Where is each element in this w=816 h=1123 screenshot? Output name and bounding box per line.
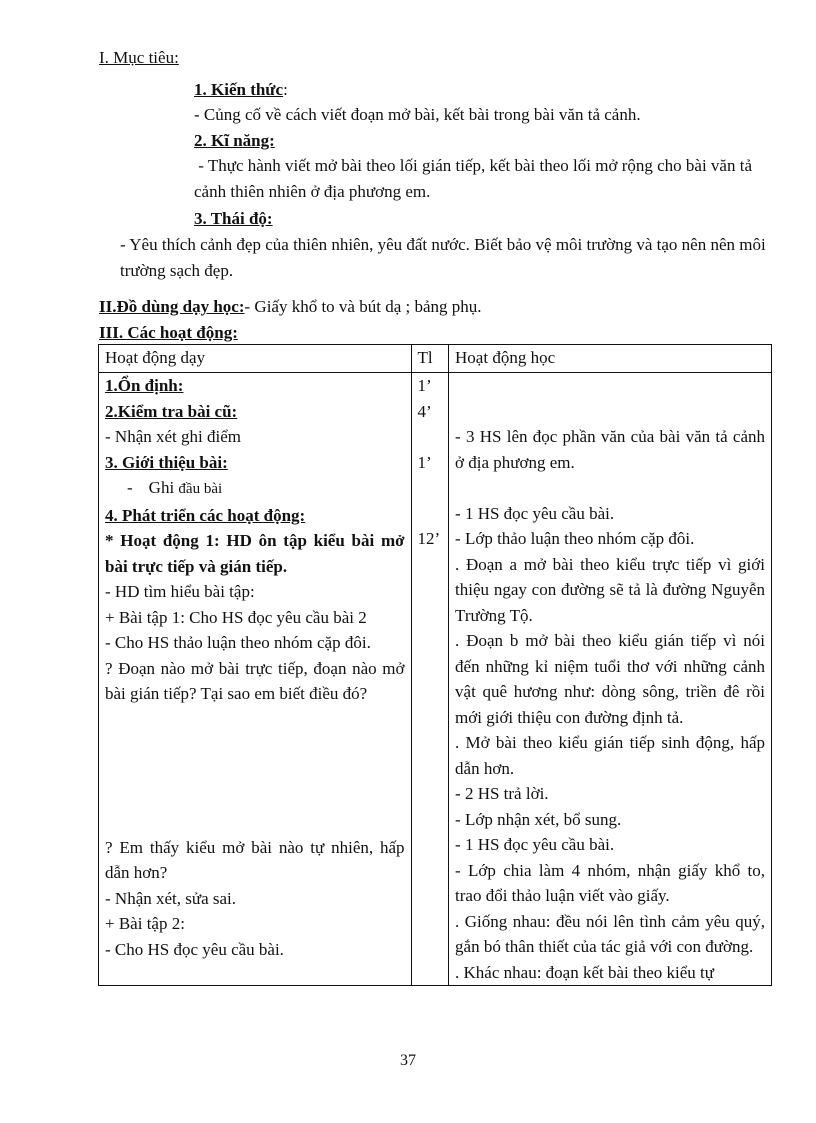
lop-chia-nhom: - Lớp chia làm 4 nhóm, nhận giấy khổ to, trao đổi thảo luận viết vào giấy. [455,860,765,905]
header-tl: Tl [411,345,449,373]
hs-tra-loi: - 2 HS trả lời. [455,784,549,803]
dau-bai: đầu bài [178,481,223,497]
lop-thao-luan: - Lớp thảo luận theo nhóm cặp đôi. [455,529,695,548]
doan-a: . Đoạn a mở bài theo kiểu trực tiếp vì giới thiệu ngay con đường sẽ tả là đường Nguyễn Trường Tộ. [455,554,765,625]
cho-hs-thao-luan: - Cho HS thảo luận theo nhóm cặp đôi. [105,633,371,652]
tl-kiem-tra: 4’ [417,401,432,421]
do-dung-heading: II.Đồ dùng dạy học: [99,297,245,316]
kiem-tra-bai-cu: 2.Kiểm tra bài cũ: [105,401,238,421]
on-dinh: 1.Ổn định: [105,376,184,395]
table-header-row [99,345,772,373]
khac-nhau: . Khác nhau: đoạn kết bài theo kiểu tự [455,962,714,982]
section-hoat-dong-heading [99,320,238,346]
tl-on-dinh: 1’ [417,376,432,395]
page-number: 37 [400,1052,416,1069]
do-dung-text: - Giấy khổ to và bút dạ ; bảng phụ. [244,297,482,316]
hs-doc-yeu-cau-2: - 1 HS đọc yêu cầu bài. [455,835,615,854]
giong-nhau: . Giống nhau: đều nói lên tình cảm yêu quý, gắn bó thân thiết của tác giả với con đường. [455,911,765,956]
kien-thuc-text: - Củng cố về cách viết đoạn mở bài, kết bài trong bài văn tả cảnh. [194,105,641,124]
nhan-xet-sua-sai: - Nhận xét, sửa sai. [105,888,237,908]
gioi-thieu-bai: 3. Giới thiệu bài: [105,452,228,472]
mo-bai-gian-tiep: . Mở bài theo kiểu gián tiếp sinh động, hấp dẫn hơn. [455,733,765,778]
kien-thuc-heading [194,77,288,103]
hoat-dong-1-title [105,528,405,579]
kien-thuc-title: 1. Kiến thức [194,80,284,99]
bai-tap-1: + Bài tập 1: Cho HS đọc yêu cầu bài 2 [105,607,367,627]
ki-nang-text: - Thực hành viết mở bài theo lối gián tiếp, kết bài theo lối mở rộng cho bài văn tả cảnh thiên nhiên ở địa phương em. [194,156,757,201]
hoi-doan-nao: ? Đoạn nào mở bài trực tiếp, đoạn nào mở bài gián tiếp? Tại sao em biết điều đó? [105,658,405,703]
section-muc-tieu-heading: I. Mục tiêu: [99,48,179,67]
student-cell [449,373,772,986]
ghi-dash: - [127,478,133,497]
hoat-dong-title: III. Các hoạt động: [99,323,238,342]
tl-gioi-thieu: 1’ [417,452,432,472]
kien-thuc-colon: : [283,80,288,99]
hoat-dong-1-text: * Hoạt động 1: HD ôn tập kiểu bài mở bài trực tiếp và gián tiếp. [105,531,405,576]
header-hoat-dong-day: Hoạt động dạy [99,345,412,373]
phat-trien-hoat-dong: 4. Phát triển các hoạt động: [105,505,306,525]
lop-nhan-xet: - Lớp nhận xét, bổ sung. [455,809,622,829]
section-do-dung [99,294,482,320]
table-row [99,373,772,986]
ghi: Ghi [148,478,175,497]
hs-doc-bai: - 3 HS lên đọc phần văn của bài văn tả cảnh ở địa phương em. [455,427,765,472]
teacher-cell [99,373,412,986]
doan-b: . Đoạn b mở bài theo kiểu gián tiếp vì nói đến những kỉ niệm tuổi thơ với những cảnh vật quê hương như: dòng sông, triền đê rồi mới giới thiệu con đường định tả. [455,631,765,727]
header-hoat-dong-hoc: Hoạt động học [449,345,772,373]
thai-do-text: - Yêu thích cảnh đẹp của thiên nhiên, yêu đất nước. Biết bảo vệ môi trường và tạo nên nên môi trường sạch đẹp. [120,235,766,280]
nhan-xet-ghi-diem: - Nhận xét ghi điểm [105,427,241,446]
tl-hoat-dong-1: 12’ [417,529,441,548]
time-cell [411,373,449,986]
hoi-em-thay: ? Em thấy kiểu mở bài nào tự nhiên, hấp dẫn hơn? [105,837,405,882]
thai-do-heading: 3. Thái độ: [194,209,273,228]
ki-nang-heading: 2. Kĩ năng: [194,131,275,150]
hs-doc-yeu-cau-1: - 1 HS đọc yêu cầu bài. [455,503,615,523]
bai-tap-2: + Bài tập 2: [105,914,185,933]
ghi-dau-bai [105,475,405,503]
spacer [105,707,405,835]
cho-hs-doc-yeu-cau: - Cho HS đọc yêu cầu bài. [105,939,284,959]
lesson-table [98,344,772,986]
hd-tim-hieu: - HD tìm hiểu bài tập: [105,582,255,601]
